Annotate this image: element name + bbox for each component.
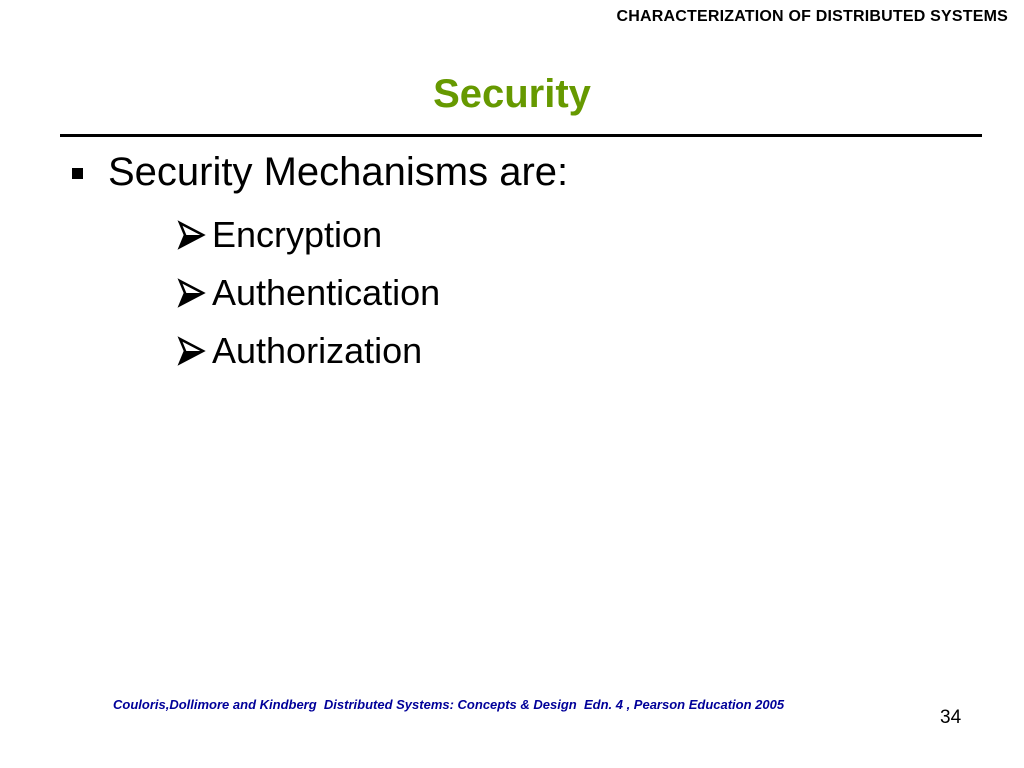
sub-bullet-item-authentication — [176, 264, 440, 322]
sub-bullet-label: Authentication — [212, 272, 441, 313]
arrowhead-bullet-icon — [176, 278, 206, 308]
arrowhead-bullet-icon — [176, 336, 206, 366]
sub-bullet-item-authorization — [176, 322, 440, 380]
sub-bullet-list — [176, 206, 440, 380]
main-bullet-text: Security Mechanisms are: — [108, 150, 569, 194]
footer-citation: Couloris,Dollimore and Kindberg Distributed Systems: Concepts & Design Edn. 4 , Pearson Education 2005 — [113, 697, 785, 712]
square-bullet-icon — [72, 168, 83, 179]
header-label: CHARACTERIZATION OF DISTRIBUTED SYSTEMS — [616, 8, 1008, 25]
slide-title: Security — [433, 72, 591, 116]
title-divider — [60, 134, 982, 137]
sub-bullet-label: Encryption — [212, 214, 383, 255]
sub-bullet-item-encryption — [176, 206, 440, 264]
sub-bullet-label: Authorization — [212, 330, 423, 371]
arrowhead-bullet-icon — [176, 220, 206, 250]
main-bullet — [72, 146, 568, 198]
page-number: 34 — [940, 707, 962, 728]
